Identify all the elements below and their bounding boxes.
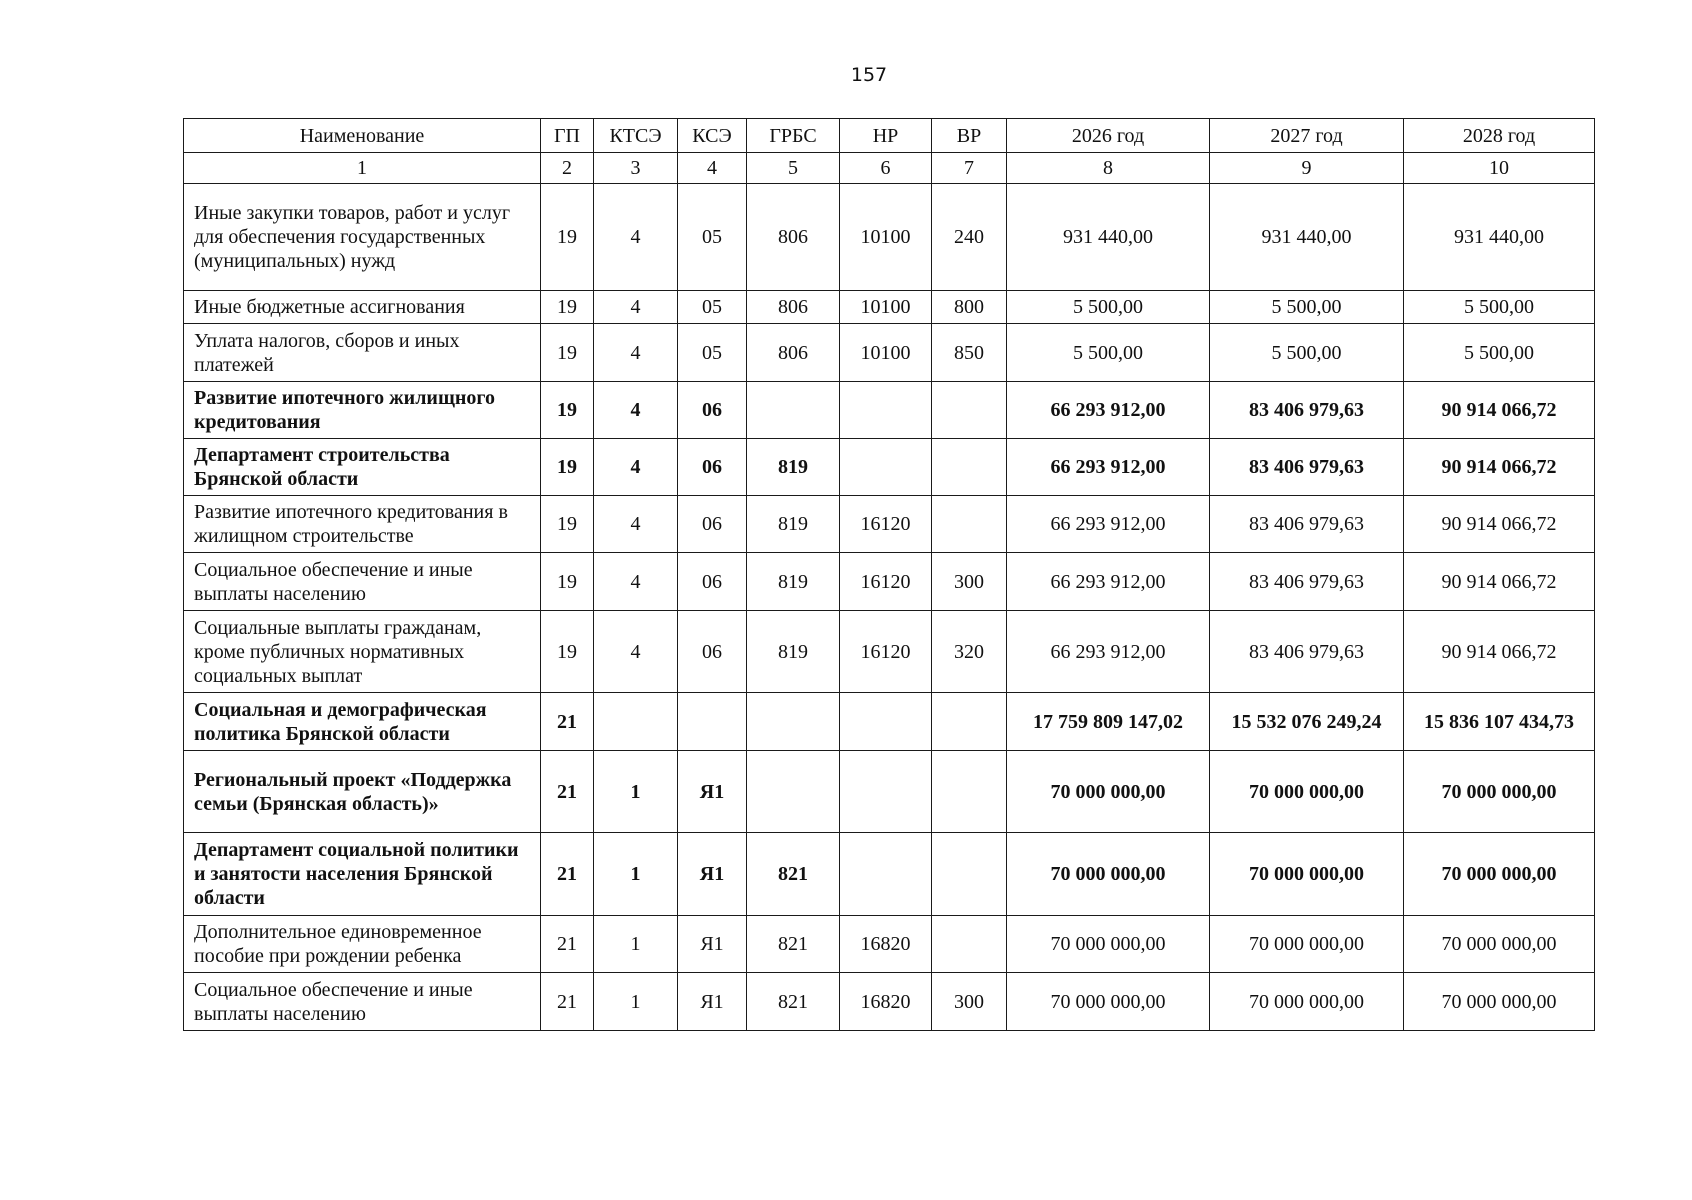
cell-kse (678, 693, 747, 751)
cell-2026: 70 000 000,00 (1007, 751, 1210, 833)
cell-2026: 66 293 912,00 (1007, 439, 1210, 496)
cell-ktse: 1 (594, 833, 678, 916)
cell-2026: 66 293 912,00 (1007, 611, 1210, 693)
cell-2028: 70 000 000,00 (1404, 833, 1595, 916)
cell-gp: 19 (541, 291, 594, 324)
cell-vr: 800 (932, 291, 1007, 324)
column-number: 4 (678, 153, 747, 184)
cell-nr (840, 693, 932, 751)
table-row (184, 973, 1595, 1031)
cell-vr (932, 382, 1007, 439)
cell-vr: 300 (932, 973, 1007, 1031)
row-name: Иные закупки товаров, работ и услуг для обеспечения государственных (муниципальных) нужд (184, 184, 541, 291)
cell-vr (932, 833, 1007, 916)
cell-ktse: 4 (594, 291, 678, 324)
cell-grbs (747, 751, 840, 833)
table-row (184, 439, 1595, 496)
column-number: 2 (541, 153, 594, 184)
cell-vr (932, 751, 1007, 833)
table-body (184, 184, 1595, 1031)
header-kse: КСЭ (678, 119, 747, 153)
cell-gp: 21 (541, 751, 594, 833)
page-number: 157 (850, 64, 888, 86)
cell-gp: 21 (541, 693, 594, 751)
cell-nr: 16820 (840, 973, 932, 1031)
cell-2028: 90 914 066,72 (1404, 382, 1595, 439)
cell-nr (840, 833, 932, 916)
cell-2027: 83 406 979,63 (1210, 439, 1404, 496)
cell-kse: 06 (678, 496, 747, 553)
cell-gp: 19 (541, 496, 594, 553)
cell-gp: 19 (541, 324, 594, 382)
cell-ktse: 1 (594, 973, 678, 1031)
cell-2027: 5 500,00 (1210, 291, 1404, 324)
cell-grbs: 819 (747, 553, 840, 611)
cell-vr: 240 (932, 184, 1007, 291)
row-name: Социальное обеспечение и иные выплаты населению (184, 973, 541, 1031)
cell-2028: 5 500,00 (1404, 324, 1595, 382)
column-number: 3 (594, 153, 678, 184)
cell-ktse: 4 (594, 439, 678, 496)
cell-ktse: 4 (594, 324, 678, 382)
cell-2026: 931 440,00 (1007, 184, 1210, 291)
header-gp: ГП (541, 119, 594, 153)
cell-2027: 70 000 000,00 (1210, 916, 1404, 973)
column-number: 8 (1007, 153, 1210, 184)
cell-kse: Я1 (678, 751, 747, 833)
cell-2028: 90 914 066,72 (1404, 496, 1595, 553)
cell-grbs: 806 (747, 324, 840, 382)
cell-2028: 5 500,00 (1404, 291, 1595, 324)
cell-2027: 70 000 000,00 (1210, 751, 1404, 833)
cell-ktse: 4 (594, 553, 678, 611)
cell-nr: 10100 (840, 291, 932, 324)
header-name: Наименование (184, 119, 541, 153)
cell-vr (932, 916, 1007, 973)
column-number: 5 (747, 153, 840, 184)
cell-gp: 21 (541, 833, 594, 916)
table-row (184, 382, 1595, 439)
cell-nr: 10100 (840, 324, 932, 382)
cell-2027: 70 000 000,00 (1210, 973, 1404, 1031)
cell-kse: 05 (678, 184, 747, 291)
cell-nr: 16120 (840, 611, 932, 693)
cell-2028: 70 000 000,00 (1404, 973, 1595, 1031)
row-name: Уплата налогов, сборов и иных платежей (184, 324, 541, 382)
cell-2027: 931 440,00 (1210, 184, 1404, 291)
cell-2027: 5 500,00 (1210, 324, 1404, 382)
cell-grbs: 806 (747, 291, 840, 324)
cell-grbs (747, 693, 840, 751)
cell-kse: Я1 (678, 973, 747, 1031)
budget-table (183, 118, 1595, 1031)
cell-nr (840, 751, 932, 833)
cell-kse: 06 (678, 382, 747, 439)
table-row (184, 916, 1595, 973)
table-row (184, 324, 1595, 382)
header-grbs: ГРБС (747, 119, 840, 153)
cell-2028: 90 914 066,72 (1404, 553, 1595, 611)
cell-gp: 21 (541, 916, 594, 973)
row-name: Социальная и демографическая политика Брянской области (184, 693, 541, 751)
cell-2027: 83 406 979,63 (1210, 382, 1404, 439)
cell-2026: 17 759 809 147,02 (1007, 693, 1210, 751)
cell-gp: 19 (541, 439, 594, 496)
cell-gp: 19 (541, 382, 594, 439)
cell-2027: 83 406 979,63 (1210, 496, 1404, 553)
header-row (184, 119, 1595, 153)
cell-ktse: 1 (594, 751, 678, 833)
cell-2028: 90 914 066,72 (1404, 611, 1595, 693)
header-vr: ВР (932, 119, 1007, 153)
cell-gp: 19 (541, 611, 594, 693)
row-name: Социальное обеспечение и иные выплаты населению (184, 553, 541, 611)
cell-nr: 16120 (840, 496, 932, 553)
column-number-row (184, 153, 1595, 184)
cell-nr: 16820 (840, 916, 932, 973)
table-row (184, 496, 1595, 553)
cell-2028: 15 836 107 434,73 (1404, 693, 1595, 751)
header-2028: 2028 год (1404, 119, 1595, 153)
cell-2027: 70 000 000,00 (1210, 833, 1404, 916)
row-name: Социальные выплаты гражданам, кроме публичных нормативных социальных выплат (184, 611, 541, 693)
cell-2026: 66 293 912,00 (1007, 382, 1210, 439)
cell-kse: 06 (678, 611, 747, 693)
row-name: Иные бюджетные ассигнования (184, 291, 541, 324)
table-row (184, 693, 1595, 751)
table-row (184, 833, 1595, 916)
cell-2026: 70 000 000,00 (1007, 833, 1210, 916)
header-nr: НР (840, 119, 932, 153)
row-name: Департамент социальной политики и занятости населения Брянской области (184, 833, 541, 916)
cell-2027: 83 406 979,63 (1210, 553, 1404, 611)
cell-2028: 70 000 000,00 (1404, 751, 1595, 833)
cell-vr (932, 693, 1007, 751)
row-name: Дополнительное единовременное пособие при рождении ребенка (184, 916, 541, 973)
cell-2027: 15 532 076 249,24 (1210, 693, 1404, 751)
cell-2028: 931 440,00 (1404, 184, 1595, 291)
row-name: Развитие ипотечного жилищного кредитования (184, 382, 541, 439)
cell-grbs: 819 (747, 439, 840, 496)
cell-vr: 850 (932, 324, 1007, 382)
cell-grbs: 819 (747, 496, 840, 553)
cell-nr (840, 439, 932, 496)
cell-nr: 10100 (840, 184, 932, 291)
cell-kse: 05 (678, 324, 747, 382)
cell-kse: 05 (678, 291, 747, 324)
header-2026: 2026 год (1007, 119, 1210, 153)
cell-nr: 16120 (840, 553, 932, 611)
cell-2026: 5 500,00 (1007, 291, 1210, 324)
row-name: Развитие ипотечного кредитования в жилищном строительстве (184, 496, 541, 553)
header-ktse: КТСЭ (594, 119, 678, 153)
column-number: 9 (1210, 153, 1404, 184)
cell-ktse: 4 (594, 496, 678, 553)
header-2027: 2027 год (1210, 119, 1404, 153)
cell-vr (932, 439, 1007, 496)
cell-ktse (594, 693, 678, 751)
row-name: Департамент строительства Брянской области (184, 439, 541, 496)
cell-grbs: 819 (747, 611, 840, 693)
cell-2028: 90 914 066,72 (1404, 439, 1595, 496)
row-name: Региональный проект «Поддержка семьи (Брянская область)» (184, 751, 541, 833)
cell-kse: Я1 (678, 916, 747, 973)
cell-grbs: 821 (747, 833, 840, 916)
cell-grbs: 821 (747, 973, 840, 1031)
cell-kse: 06 (678, 439, 747, 496)
table-row (184, 184, 1595, 291)
cell-vr (932, 496, 1007, 553)
cell-gp: 19 (541, 553, 594, 611)
cell-nr (840, 382, 932, 439)
cell-ktse: 1 (594, 916, 678, 973)
table-row (184, 291, 1595, 324)
cell-ktse: 4 (594, 184, 678, 291)
cell-2026: 5 500,00 (1007, 324, 1210, 382)
cell-grbs (747, 382, 840, 439)
table-row (184, 751, 1595, 833)
cell-2026: 66 293 912,00 (1007, 553, 1210, 611)
cell-ktse: 4 (594, 382, 678, 439)
cell-2028: 70 000 000,00 (1404, 916, 1595, 973)
column-number: 7 (932, 153, 1007, 184)
cell-gp: 19 (541, 184, 594, 291)
cell-vr: 300 (932, 553, 1007, 611)
cell-2026: 70 000 000,00 (1007, 916, 1210, 973)
column-number: 6 (840, 153, 932, 184)
cell-kse: Я1 (678, 833, 747, 916)
column-number: 10 (1404, 153, 1595, 184)
table-row (184, 553, 1595, 611)
column-number: 1 (184, 153, 541, 184)
cell-ktse: 4 (594, 611, 678, 693)
cell-grbs: 806 (747, 184, 840, 291)
cell-2026: 66 293 912,00 (1007, 496, 1210, 553)
cell-gp: 21 (541, 973, 594, 1031)
table-row (184, 611, 1595, 693)
cell-kse: 06 (678, 553, 747, 611)
cell-grbs: 821 (747, 916, 840, 973)
cell-vr: 320 (932, 611, 1007, 693)
cell-2027: 83 406 979,63 (1210, 611, 1404, 693)
cell-2026: 70 000 000,00 (1007, 973, 1210, 1031)
